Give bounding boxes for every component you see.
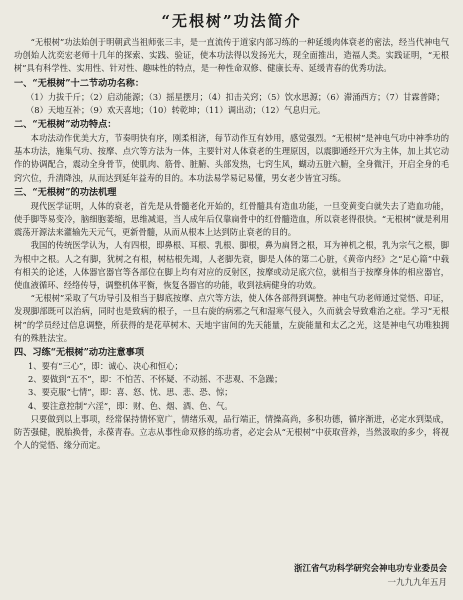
section-1-heading: 一、“无根树”十二节动功名称： xyxy=(14,77,145,89)
section-3-heading: 三、“无根树”的功法机理 xyxy=(14,186,117,198)
section-3-paragraph-2: 我国的传统医学认为，人有四根，即鼻根、耳根、乳根、脚根，鼻为扁肾之根，耳为神机之根，乳为宗气之根，脚为根中之根。人之有脚，犹树之有根，树枯根先竭，人老脚先衰，脚是人体的第二心脏，《黄帝内经》之“足心篇”中载有相关的论述，人体器官器官等各部位在脚上均有对应的反射区，按摩或动足底穴位，就相当于按摩身体的相应器官，使血液循环、经络传导，调整机体平衡，恢复各器官的功能，收到祛病健身的功效。 xyxy=(14,240,449,291)
intro-paragraph: “无根树”功法始创于明朝武当祖师张三丰，是一直流传于道家内部习练的一种延缓肉体衰老的密法，经当代神电气功创始人沈奕宏老师十几年的探索、实践、验证，使本功法得以发扬光大，现全面推出，造福人类。实践证明，“无根树”具有科学性、实用性、针对性、趣味性的特点，是一种性命双修、健康长寿、延缓青春的优秀功法。 xyxy=(14,37,449,74)
notice-item-4: 4、要注意控制“六淫”，即：财、色、烟、酒、色、气。 xyxy=(28,400,233,411)
section-1-names: （1）力拔千斤；（2）启动能源；（3）摇星摆月；（4）扣击关窍；（5）饮水思源；（6）滞涌西方；（7）甘霖普降；（8）天地互补；（9）欢天喜地；（10）转乾坤；（11）调出动；（12）气息归元。 xyxy=(26,91,445,115)
notice-item-1: 1、要有“三心”，即：诚心、决心和恒心； xyxy=(28,361,183,372)
section-2-paragraph: 本功法动作优美大方，节奏明快有序，刚柔相济，每节动作互有妙用，感觉强烈。“无根树”是神电气功中神季功的基本功法，施集气功、按摩、点穴等方法为一体，主要针对人体衰老的生理原因，以震脚通经开穴为主体，加上其它动作的协调配合，震动全身骨节，使肌肉、筋骨、脏腑、头部发热，七窍生风，蝴动五脏六腑，全身微汗，开启全身的毛窍穴位，升清降浊，从而达到延年益寿的目的。本功法易学易记易懂，男女老少皆宜习练。 xyxy=(14,133,449,183)
issue-date: 一九九九年五月 xyxy=(387,578,447,588)
notice-item-3: 3、要克服“七情”，即：喜、怒、忧、思、悲、恐、惊； xyxy=(28,387,233,398)
section-3-paragraph-3: “无根树”采取了气功导引及相当于脚底按摩、点穴等方法，使人体各部得到调整。神电气功老师通过觉悟、印证，发现脚部既可以治病，同时也是致病的根子，一旦右旋的病邪之气和湿寒气侵入，久而就会导致难治之症。学习“无根树”的学员经过信息调整，所获得的是花草树木、天地宇宙间的先天能量，左旋能量和太乙之光，这是神电气功唯独拥有的殊胜法宝。 xyxy=(14,293,449,343)
section-3-paragraph-1: 现代医学证明，人体的衰老，首先是从骨髓老化开始的，红骨髓具有造血功能，一旦变黄变白就失去了造血功能，使手脚等易变冷，脑细胞萎缩，思维减退，当人成年后仅靠扁骨中的红骨髓造血，所以衰老得很快。“无根树”就是利用震荡开源法来灌输先天元气，更新骨髓，从而从根本上达到防止衰老的目的。 xyxy=(14,200,449,238)
closing-paragraph: 只要做到以上事项，经常保持情怀宽广，情绪乐观，品行端正，情操高尚，多积功德，循序渐进，必定水到渠成，防苦强健，脱胎换骨，永葆青春。立志从事性命双修的练功者，必定会从“无根树”中获取营养，当然汲取的多少，将视个人的觉悟、缘分而定。 xyxy=(14,413,449,451)
signature-block xyxy=(294,562,447,590)
section-2-heading: 二、“无根树”动功特点： xyxy=(14,119,117,131)
document-title: “无根树”功法简介 xyxy=(161,12,302,30)
issuing-organization: 浙江省气功科学研究会神电功专业委员会 xyxy=(293,564,447,574)
notice-item-2: 2、要做到“五不”，即：不怕苦、不怀疑、不动摇、不悲观、不急躁； xyxy=(28,374,283,385)
section-4-heading: 四、习练“无根树”动功注意事项 xyxy=(14,347,145,359)
